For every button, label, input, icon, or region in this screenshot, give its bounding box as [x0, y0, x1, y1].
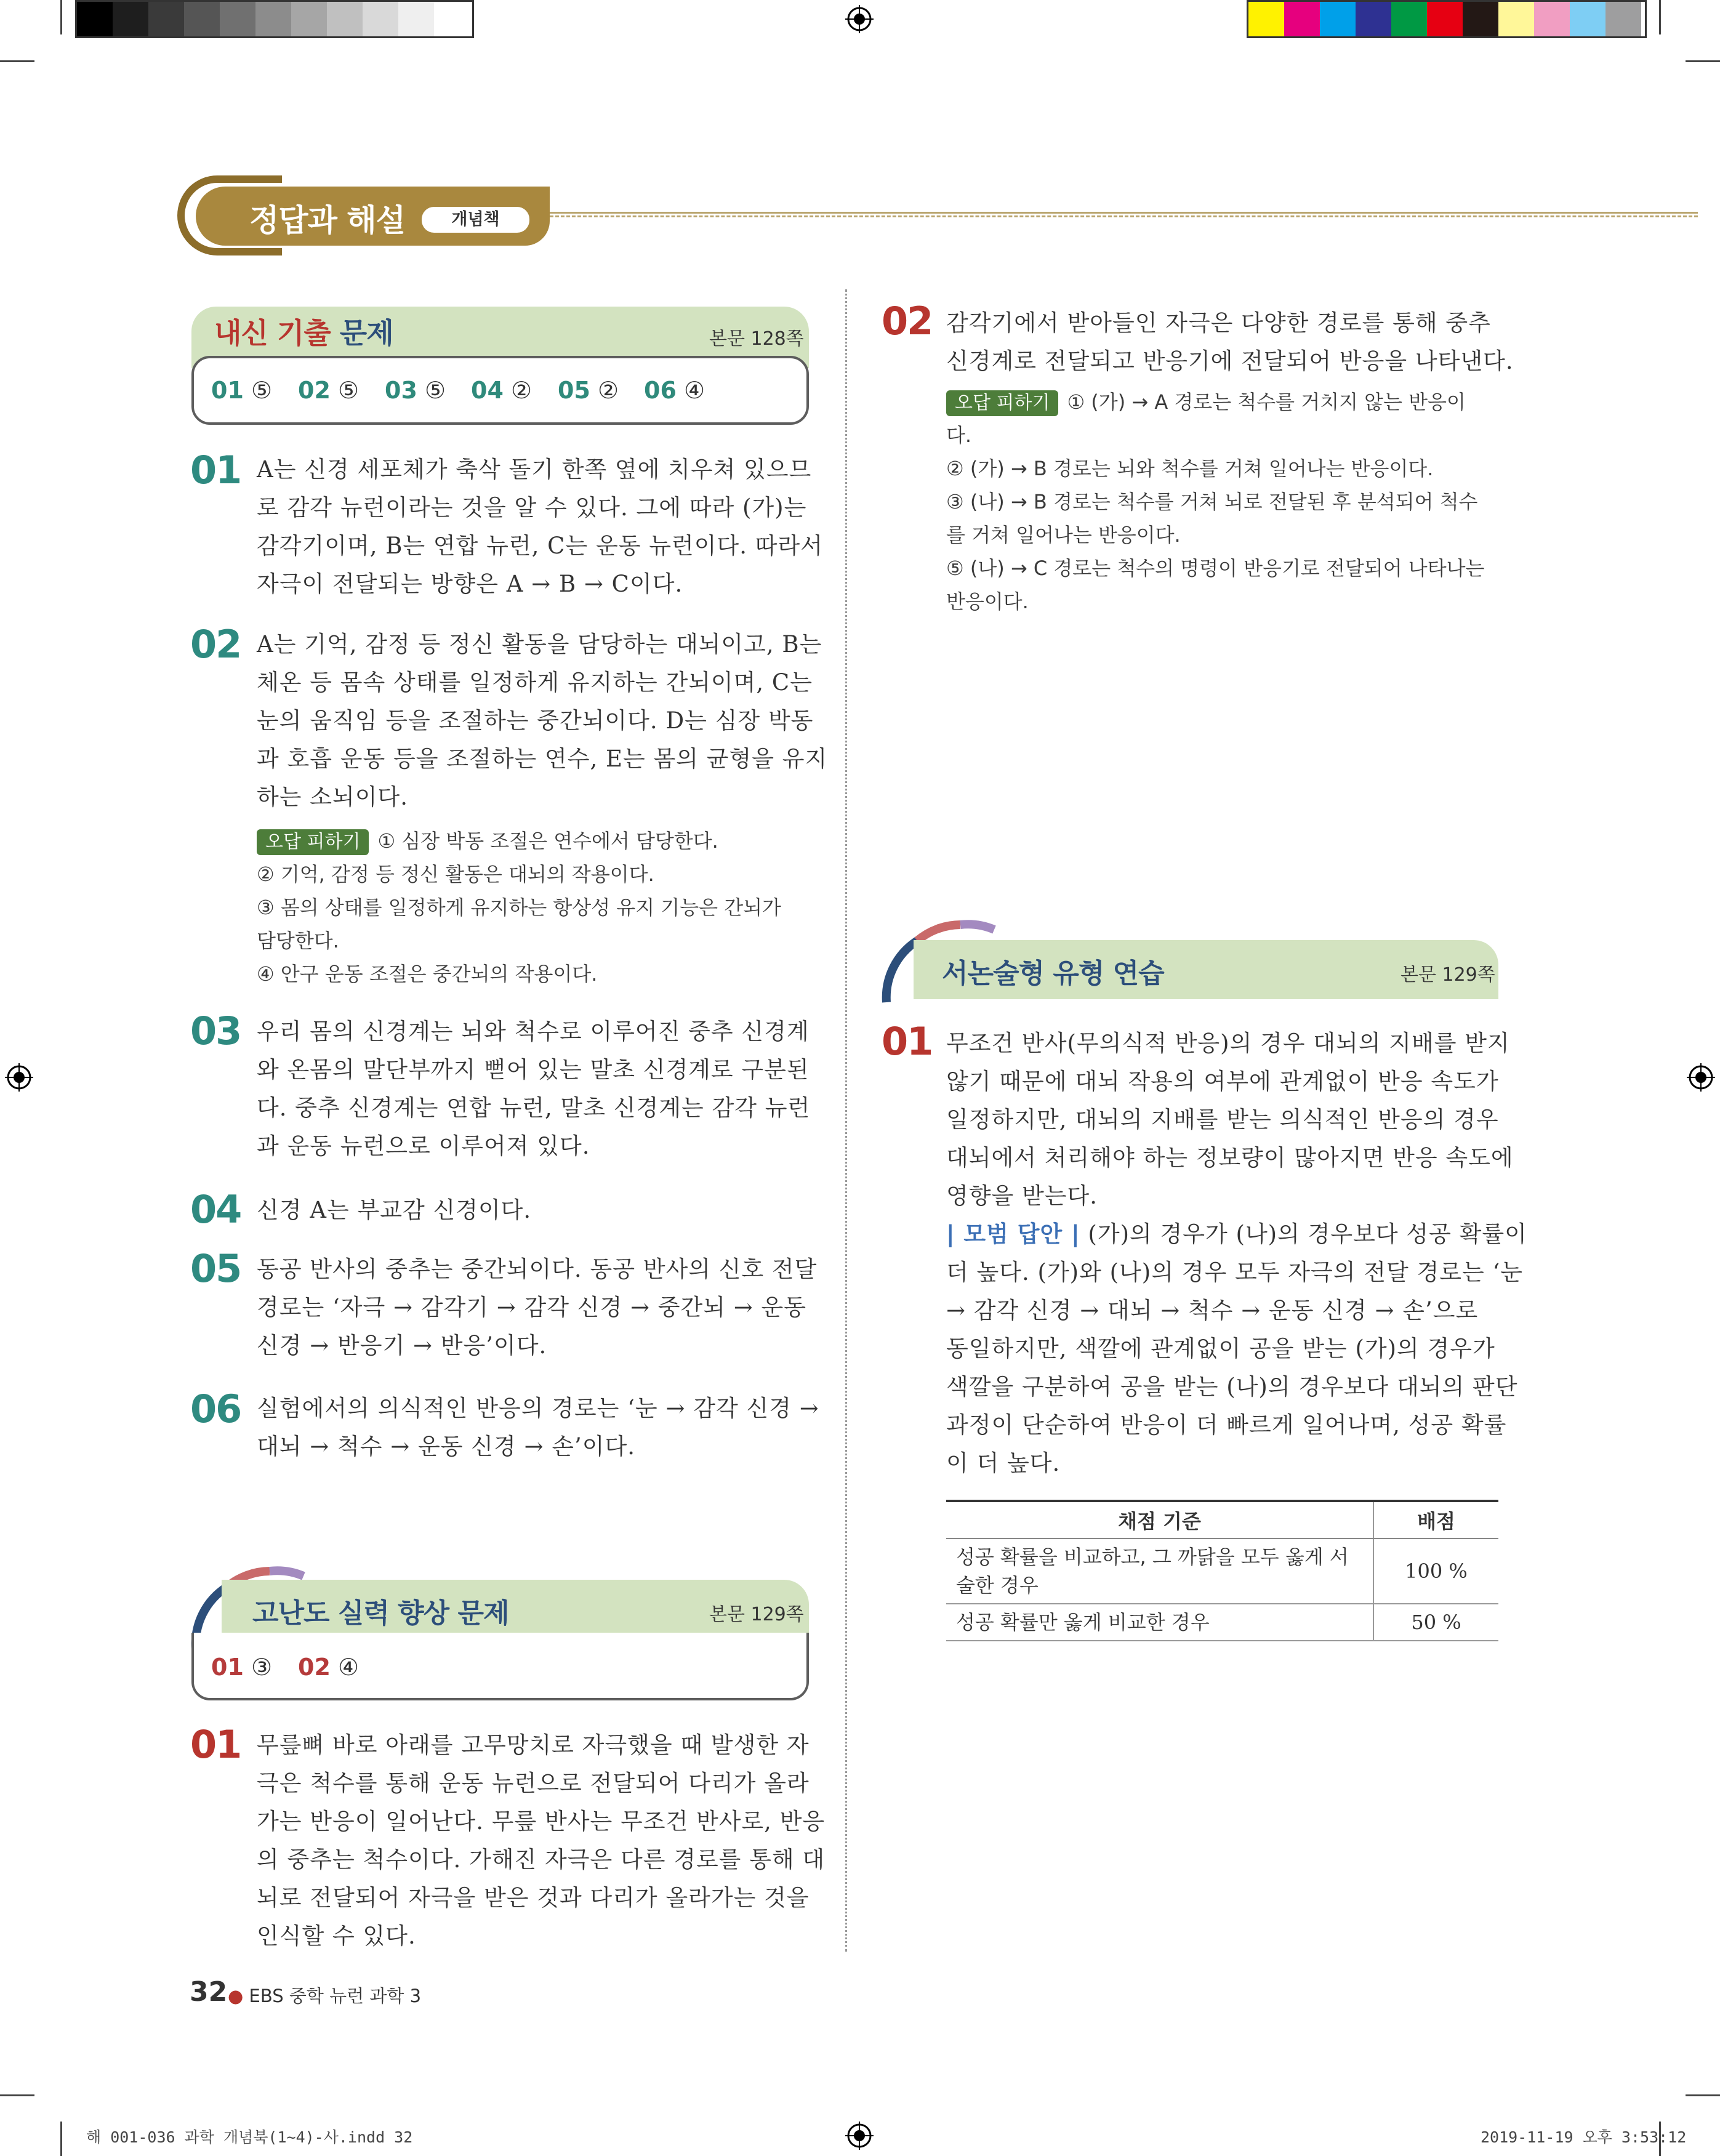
model-answer-label: | 모범 답안 |	[946, 1221, 1080, 1247]
explanation-text: 감각기에서 받아들인 자극은 다양한 경로를 통해 중추 신경계로 전달되고 반응기에 전달되어 반응을 나타낸다.	[946, 310, 1514, 374]
answer-item: 03 ⑤	[385, 377, 446, 404]
registration-mark-icon	[5, 1063, 33, 1092]
color-bar	[1247, 0, 1647, 38]
question-number: 01	[190, 448, 241, 493]
page-number: 32	[190, 1976, 228, 2008]
header-rule-dashed	[550, 215, 1698, 217]
grayscale-bar	[75, 0, 474, 38]
question-number: 06	[190, 1386, 241, 1431]
section-page-ref: 본문 129쪽	[1401, 964, 1495, 986]
question-number: 01	[190, 1722, 241, 1767]
table-row: 성공 확률만 옳게 비교한 경우 50 %	[946, 1604, 1498, 1641]
crop-mark	[0, 60, 34, 62]
answer-item: 02 ④	[298, 1654, 360, 1681]
section-title: 내신 기출 문제	[214, 316, 393, 350]
crop-mark	[60, 2122, 62, 2156]
file-slug: 해 001-036 과학 개념북(1~4)-사.indd 32	[86, 2128, 413, 2146]
answer-item: 01 ⑤	[211, 377, 273, 404]
book-title: ● EBS 중학 뉴런 과학 3	[228, 1985, 422, 2006]
crop-mark	[1686, 60, 1720, 62]
answer-item: 05 ②	[558, 377, 619, 404]
answer-item: 06 ④	[644, 377, 705, 404]
crop-mark	[0, 2094, 34, 2096]
section-page-ref: 본문 129쪽	[709, 1604, 804, 1625]
table-header: 채점 기준	[946, 1501, 1373, 1539]
wrong-answer-notes: 오답 피하기 ① (가) → A 경로는 척수를 거치지 않는 반응이 다. ② (가) → B 경로는 뇌와 척수를 거쳐 일어나는 반응이다. ③ (나) → B 경로는 척수를 거쳐 뇌로 전달된 후 분석되어 척수 를 거쳐 일어나는 반응이다. ⑤ (나) → C 경로는 척수의 명령이 반응기로 전달되어 나타나는 반응이다.	[946, 390, 1485, 613]
section-title: 고난도 실력 향상 문제	[252, 1598, 509, 1629]
registration-mark-icon	[845, 2122, 874, 2150]
wrong-answer-badge: 오답 피하기	[257, 829, 369, 855]
date-slug: 2019-11-19 오후 3:53:12	[1481, 2128, 1687, 2146]
table-header: 배점	[1373, 1501, 1498, 1539]
wrong-answer-badge: 오답 피하기	[946, 390, 1058, 416]
question-number: 03	[190, 1008, 241, 1053]
explanation-text: 실험에서의 의식적인 반응의 경로는 ‘눈 → 감각 신경 → 대뇌 → 척수 → 운동 신경 → 손’이다.	[257, 1395, 819, 1460]
crop-mark	[1659, 0, 1661, 34]
answer-item: 04 ②	[471, 377, 532, 404]
answer-item: 01 ③	[211, 1654, 273, 1681]
question-number: 02	[882, 299, 933, 344]
header-tag: 개념책	[422, 207, 529, 233]
grading-table	[946, 1500, 1498, 1641]
answer-item: 02 ⑤	[298, 377, 360, 404]
wrong-answer-notes: 오답 피하기 ① 심장 박동 조절은 연수에서 담당한다. ② 기억, 감정 등 정신 활동은 대뇌의 작용이다. ③ 몸의 상태를 일정하게 유지하는 항상성 유지 기능은 간뇌가 담당한다. ④ 안구 운동 조절은 중간뇌의 작용이다.	[257, 829, 781, 986]
section-page-ref: 본문 128쪽	[709, 328, 804, 350]
registration-mark-icon	[845, 5, 874, 33]
page-title: 정답과 해설	[249, 203, 405, 238]
question-number: 01	[882, 1019, 933, 1064]
crop-mark	[1686, 2094, 1720, 2096]
explanation-text: 우리 몸의 신경계는 뇌와 척수로 이루어진 중추 신경계 와 온몸의 말단부까지 뻗어 있는 말초 신경계로 구분된 다. 중추 신경계는 연합 뉴런, 말초 신경계는 감각 뉴런 과 운동 뉴런으로 이루어져 있다.	[257, 1018, 811, 1159]
answer-box	[191, 1633, 809, 1700]
column-divider	[845, 289, 847, 1952]
header-rule	[550, 212, 1698, 214]
explanation-text: 무조건 반사(무의식적 반응)의 경우 대뇌의 지배를 받지 않기 때문에 대뇌 작용의 여부에 관계없이 반응 속도가 일정하지만, 대뇌의 지배를 받는 의식적인 반응의 경우 대뇌에서 처리해야 하는 정보량이 많아지면 반응 속도에 영향을 받는다. | 모범 답안 | (가)의 경우가 (나)의 경우보다 성공 확률이 더 높다. (가)와 (나)의 경우 모두 자극의 전달 경로는 ‘눈 → 감각 신경 → 대뇌 → 척수 → 운동 신경 → 손’으로 동일하지만, 색깔에 관계없이 공을 받는 (가)의 경우가 색깔을 구분하여 공을 받는 (나)의 경우보다 대뇌의 판단 과정이 단순하여 반응이 더 빠르게 일어나며, 성공 확률 이 더 높다.	[946, 1030, 1527, 1476]
question-number: 02	[190, 622, 241, 667]
table-row: 성공 확률을 비교하고, 그 까닭을 모두 옳게 서술한 경우 100 %	[946, 1539, 1498, 1604]
registration-mark-icon	[1687, 1063, 1715, 1092]
section-title: 서논술형 유형 연습	[942, 958, 1164, 989]
crop-mark	[60, 0, 62, 34]
explanation-text: 신경 A는 부교감 신경이다.	[257, 1197, 532, 1223]
question-number: 04	[190, 1187, 241, 1232]
question-number: 05	[190, 1246, 241, 1291]
explanation-text: A는 신경 세포체가 축삭 돌기 한쪽 옆에 치우쳐 있으므 로 감각 뉴런이라는 것을 알 수 있다. 그에 따라 (가)는 감각기이며, B는 연합 뉴런, C는 운동 뉴런이다. 따라서 자극이 전달되는 방향은 A → B → C이다.	[257, 456, 823, 597]
explanation-text: A는 기억, 감정 등 정신 활동을 담당하는 대뇌이고, B는 체온 등 몸속 상태를 일정하게 유지하는 간뇌이며, C는 눈의 움직임 등을 조절하는 중간뇌이다. D는 심장 박동 과 호흡 운동 등을 조절하는 연수, E는 몸의 균형을 유지 하는 소뇌이다.	[257, 631, 828, 810]
explanation-text: 동공 반사의 중추는 중간뇌이다. 동공 반사의 신호 전달 경로는 ‘자극 → 감각기 → 감각 신경 → 중간뇌 → 운동 신경 → 반응기 → 반응’이다.	[257, 1256, 818, 1359]
explanation-text: 무릎뼈 바로 아래를 고무망치로 자극했을 때 발생한 자 극은 척수를 통해 운동 뉴런으로 전달되어 다리가 올라 가는 반응이 일어난다. 무릎 반사는 무조건 반사로, 반응 의 중추는 척수이다. 가해진 자극은 다른 경로를 통해 대 뇌로 전달되어 자극을 받은 것과 다리가 올라가는 것을 인식할 수 있다.	[257, 1732, 826, 1949]
